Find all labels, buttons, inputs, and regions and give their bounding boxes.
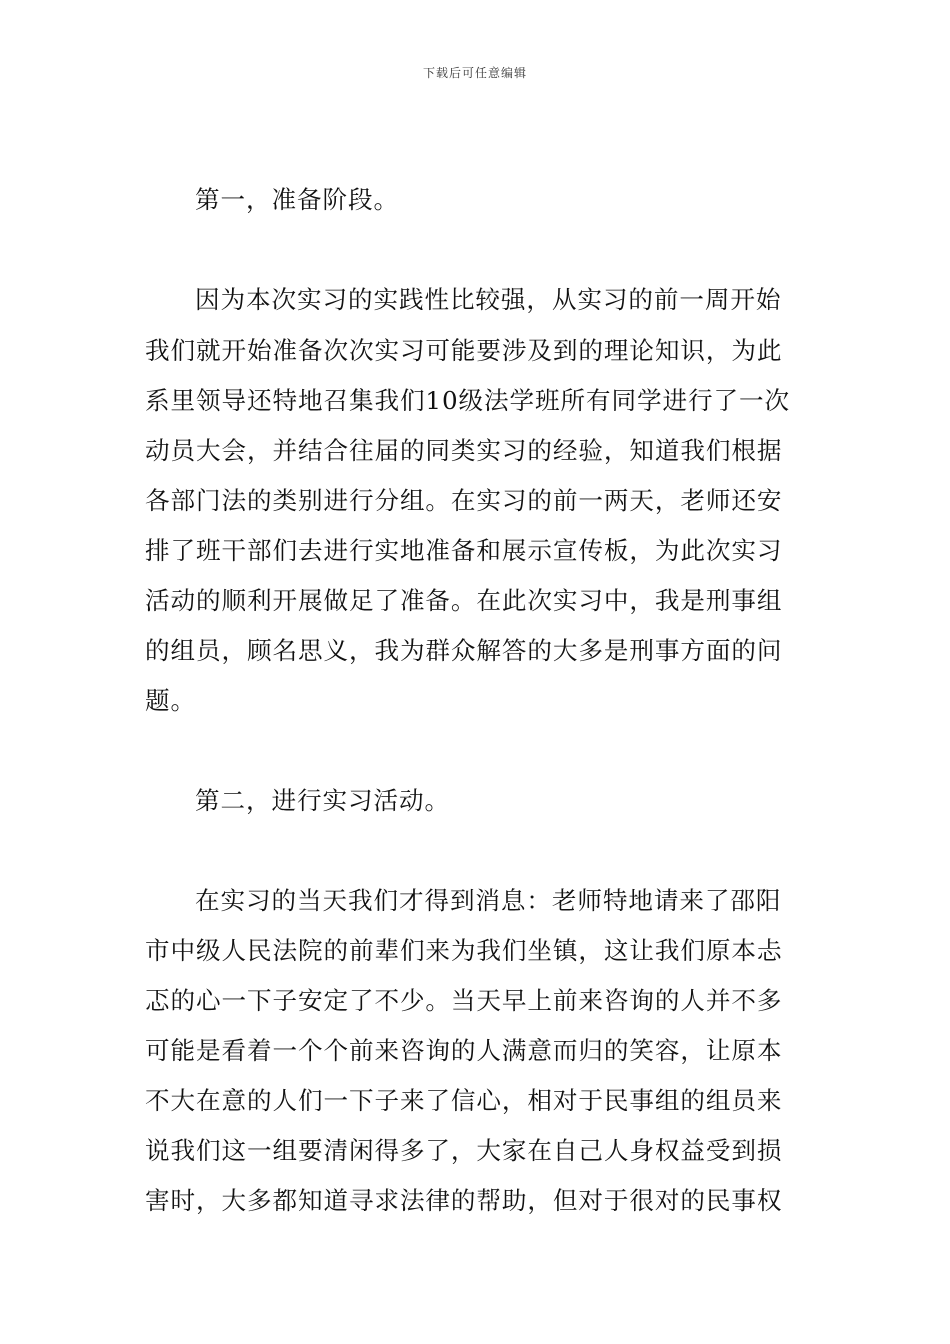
paragraph-1-line-5: 各部门法的类别进行分组。在实习的前一两天，老师还安 <box>145 486 783 515</box>
page-header: 下载后可任意编辑 <box>422 66 527 80</box>
paragraph-2-line-5: 不大在意的人们一下子来了信心，相对于民事组的组员来 <box>145 1086 783 1115</box>
paragraph-2-line-4: 可能是看着一个个前来咨询的人满意而归的笑容，让原本 <box>145 1036 783 1065</box>
paragraph-1-line-4: 动员大会，并结合往届的同类实习的经验，知道我们根据 <box>145 436 783 465</box>
paragraph-1-line-6: 排了班干部们去进行实地准备和展示宣传板，为此次实习 <box>145 536 783 565</box>
section-heading-2: 第二，进行实习活动。 <box>195 786 450 815</box>
paragraph-2-line-3: 忑的心一下子安定了不少。当天早上前来咨询的人并不多 <box>145 986 783 1015</box>
paragraph-1-line-9: 题。 <box>145 686 196 715</box>
paragraph-1-line-2: 我们就开始准备次次实习可能要涉及到的理论知识，为此 <box>145 336 783 365</box>
paragraph-2-line-6: 说我们这一组要清闲得多了，大家在自己人身权益受到损 <box>145 1136 783 1165</box>
paragraph-2-line-7: 害时，大多都知道寻求法律的帮助，但对于很对的民事权 <box>145 1186 783 1215</box>
paragraph-1-line-7: 活动的顺利开展做足了准备。在此次实习中，我是刑事组 <box>145 586 783 615</box>
paragraph-2-line-2: 市中级人民法院的前辈们来为我们坐镇，这让我们原本忐 <box>145 936 783 965</box>
paragraph-2-line-1: 在实习的当天我们才得到消息：老师特地请来了邵阳 <box>195 886 782 915</box>
paragraph-1-line-8: 的组员，顾名思义，我为群众解答的大多是刑事方面的问 <box>145 636 783 665</box>
section-heading-1: 第一，准备阶段。 <box>195 185 399 214</box>
paragraph-1-line-3: 系里领导还特地召集我们10级法学班所有同学进行了一次 <box>145 386 790 415</box>
paragraph-1-line-1: 因为本次实习的实践性比较强，从实习的前一周开始 <box>195 285 782 314</box>
